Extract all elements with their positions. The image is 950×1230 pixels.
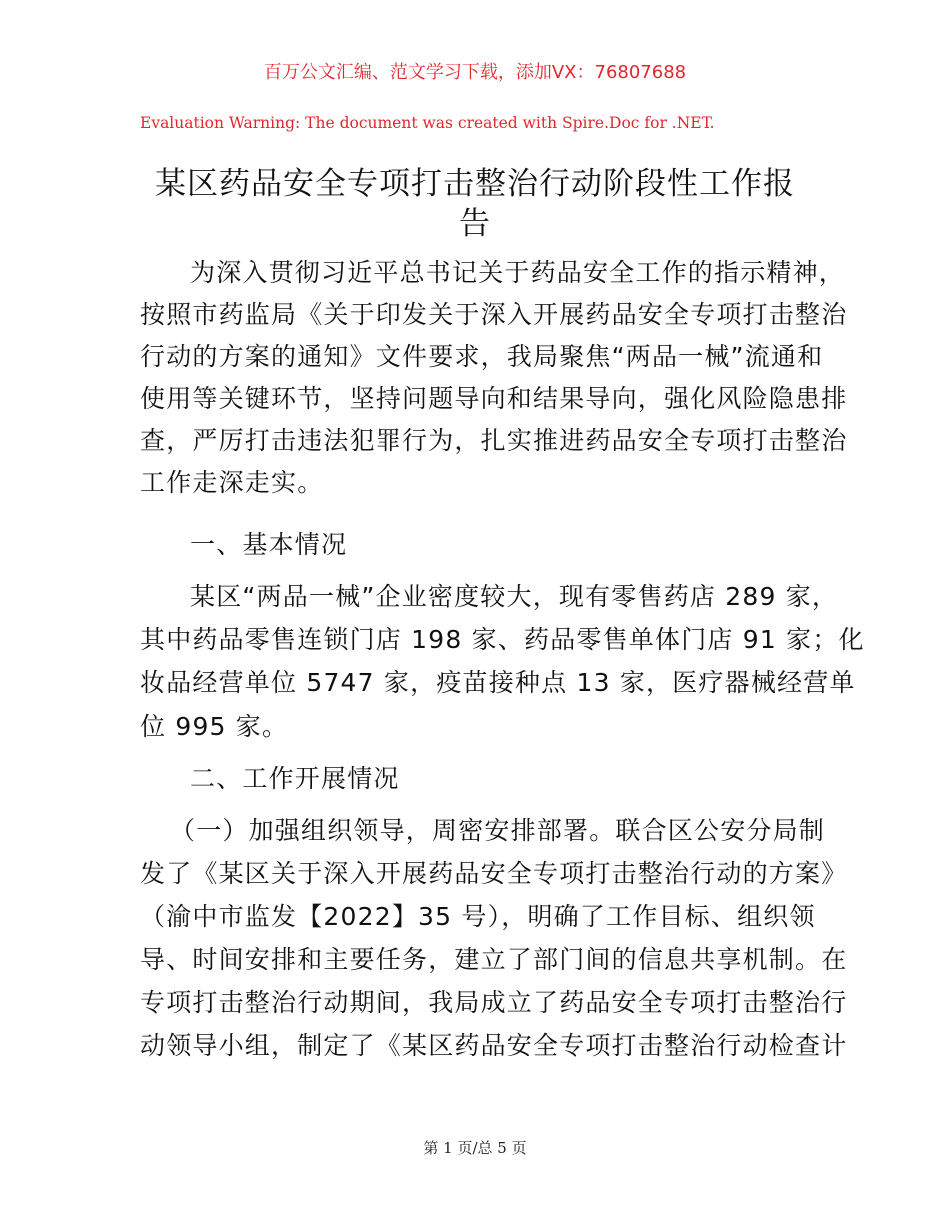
document-title-line-1: 某区药品安全专项打击整治行动阶段性工作报 <box>155 166 795 202</box>
document-title-line-2: 告 <box>459 206 491 242</box>
section-heading: 二、工作开展情况 <box>190 764 400 793</box>
body-line: 导、时间安排和主要任务，建立了部门间的信息共享机制。在 <box>140 945 848 974</box>
body-line: 位 995 家。 <box>140 712 289 741</box>
body-line: 其中药品零售连锁门店 198 家、药品零售单体门店 91 家；化 <box>140 625 865 654</box>
body-line: 为深入贯彻习近平总书记关于药品安全工作的指示精神， <box>190 258 846 287</box>
header-banner: 百万公文汇编、范文学习下载，添加VX：76807688 <box>263 62 687 83</box>
evaluation-warning: Evaluation Warning: The document was created with Spire.Doc for .NET. <box>140 114 715 132</box>
body-line: 工作走深走实。 <box>140 468 324 497</box>
body-line: 妆品经营单位 5747 家，疫苗接种点 13 家，医疗器械经营单 <box>140 668 856 697</box>
body-line: 按照市药监局《关于印发关于深入开展药品安全专项打击整治 <box>140 300 848 329</box>
body-line: （渝中市监发【2022】35 号），明确了工作目标、组织领 <box>140 902 816 931</box>
body-line: 使用等关键环节，坚持问题导向和结果导向，强化风险隐患排 <box>140 384 848 413</box>
section-heading: 一、基本情况 <box>190 530 348 559</box>
body-line: 查，严厉打击违法犯罪行为，扎实推进药品安全专项打击整治 <box>140 426 848 455</box>
body-line: 专项打击整治行动期间，我局成立了药品安全专项打击整治行 <box>140 988 848 1017</box>
page-footer: 第 1 页/总 5 页 <box>423 1139 527 1157</box>
body-line: 某区“两品一械”企业密度较大，现有零售药店 289 家， <box>190 582 839 611</box>
body-line: 行动的方案的通知》文件要求，我局聚焦“两品一械”流通和 <box>140 342 824 371</box>
body-line: （一）加强组织领导，周密安排部署。联合区公安分局制 <box>170 816 826 845</box>
body-line: 发了《某区关于深入开展药品安全专项打击整治行动的方案》 <box>140 859 848 888</box>
body-line: 动领导小组，制定了《某区药品安全专项打击整治行动检查计 <box>140 1031 848 1060</box>
